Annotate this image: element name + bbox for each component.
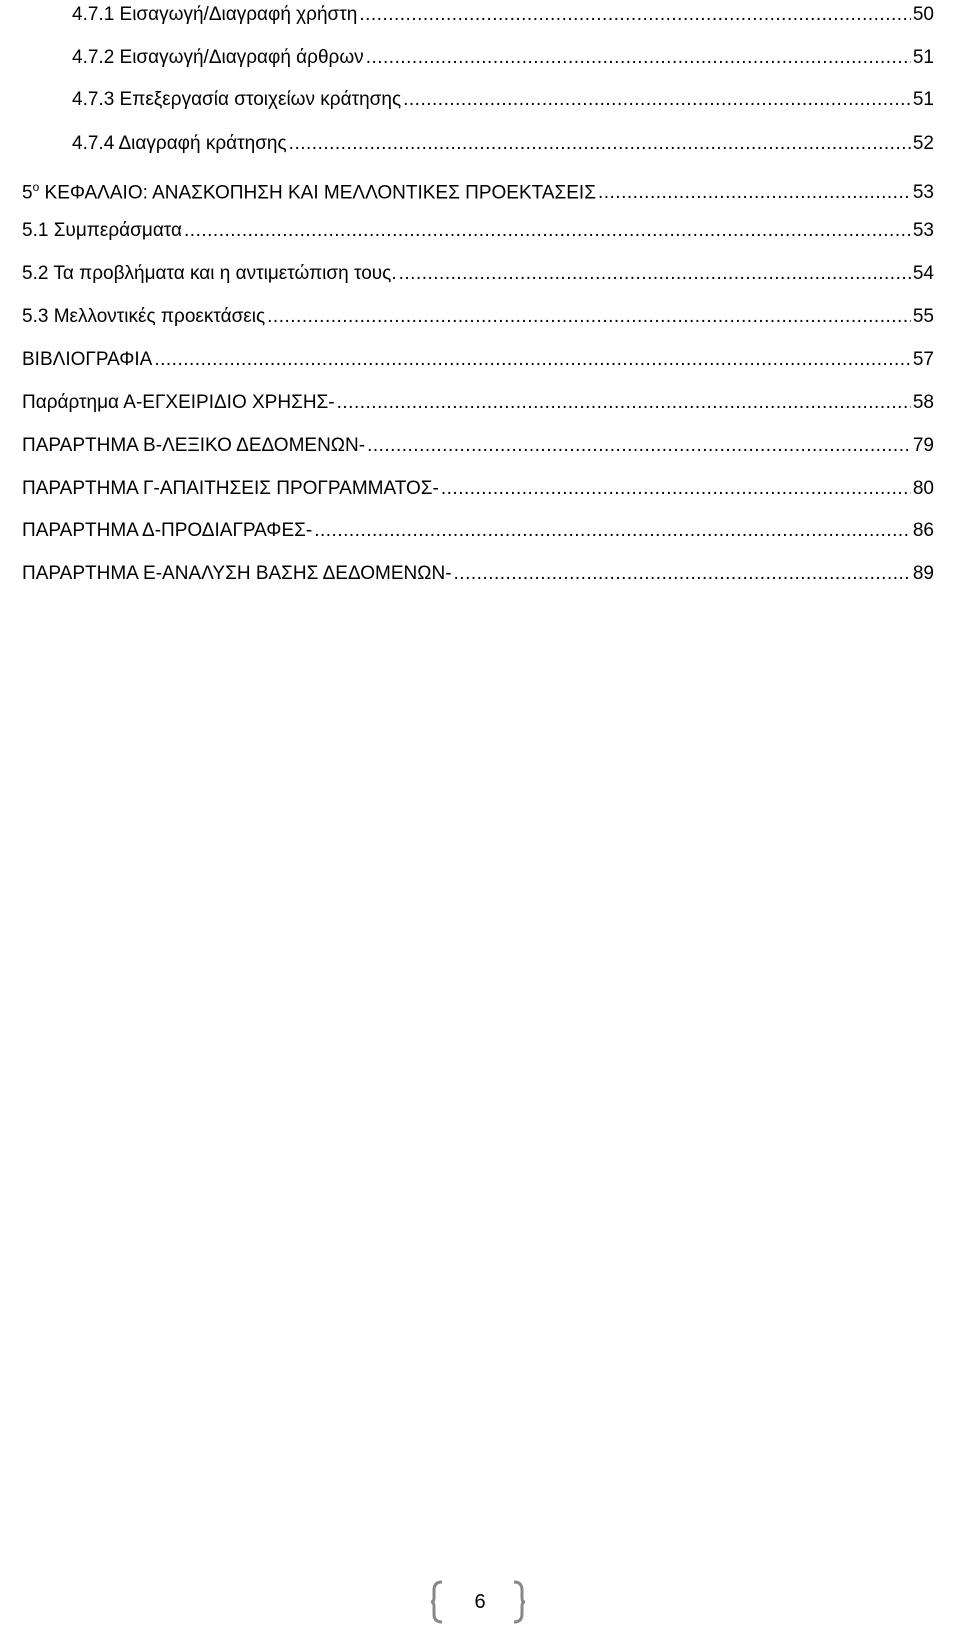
dot-leader [403,88,911,112]
toc-entry[interactable] [72,88,934,112]
page-number: 6 [474,1591,486,1613]
toc-entry-title: 5.2 Τα προβλήματα και η αντιμετώπιση τους. [22,263,397,284]
dot-leader [314,519,911,543]
dot-leader [366,46,911,70]
toc-entry-title: 4.7.4 Διαγραφή κράτησης [72,133,287,154]
toc-entry-title: 5.1 Συμπεράσματα [22,220,183,241]
toc-entry-page: 51 [912,89,934,110]
toc-entry-title: 5.3 Μελλοντικές προεκτάσεις [22,306,266,327]
chapter-title: ΚΕΦΑΛΑΙΟ: ΑΝΑΣΚΟΠΗΣΗ ΚΑΙ ΜΕΛΛΟΝΤΙΚΕΣ ΠΡΟΕΚΤΑΣΕΙΣ [39,182,596,199]
toc-entry[interactable] [22,562,934,586]
toc-entry-page: 50 [912,4,934,25]
toc-entry[interactable] [22,305,934,329]
toc-entry-page: 52 [912,133,934,154]
toc-entry-title: ΠΑΡΑΡΤΗΜΑ Δ-ΠΡΟΔΙΑΓΡΑΦΕΣ- [22,520,313,541]
toc-entry-title [22,175,596,199]
toc-entry-page: 53 [912,182,934,199]
toc-entry-title: 4.7.1 Εισαγωγή/Διαγραφή χρήστη [72,4,358,25]
toc-entry-page: 79 [912,435,934,456]
toc-entry[interactable] [22,348,934,372]
toc-entry[interactable] [22,477,934,501]
toc-entry-page: 55 [912,306,934,327]
toc-entry-page: 57 [912,349,934,370]
toc-entry-page: 53 [912,220,934,241]
dot-leader [359,3,911,27]
toc-entry[interactable] [72,132,934,156]
toc-entry-title: ΠΑΡΑΡΤΗΜΑ Β-ΛΕΞΙΚΟ ΔΕΔΟΜΕΝΩΝ- [22,435,366,456]
dot-leader [337,391,911,415]
toc-entry-page: 58 [912,392,934,413]
toc-entry-title: ΒΙΒΛΙΟΓΡΑΦΙΑ [22,349,153,370]
toc-entry-title: 4.7.2 Εισαγωγή/Διαγραφή άρθρων [72,47,364,68]
dot-leader [454,562,911,586]
toc-entry-title: 4.7.3 Επεξεργασία στοιχείων κράτησης [72,89,402,110]
toc-entry[interactable] [22,434,934,458]
ordinal-superscript: ο [32,180,40,194]
dot-leader [367,434,911,458]
dot-leader [289,132,911,156]
dot-leader [441,477,911,501]
dot-leader [154,348,911,372]
dot-leader [267,305,911,329]
page-footer [0,1580,960,1630]
toc-entry-page: 51 [912,47,934,68]
toc-entry[interactable] [22,519,934,543]
dot-leader [399,262,911,286]
toc-entry[interactable] [22,391,934,415]
toc-entry-page: 54 [912,263,934,284]
toc-entry-title: Παράρτημα Α-ΕΓΧΕΙΡΙΔΙΟ ΧΡΗΣΗΣ- [22,392,335,413]
toc-entry[interactable] [72,3,934,27]
dot-leader [184,219,911,243]
dot-leader [598,181,911,199]
toc-entry[interactable] [72,46,934,70]
toc-entry[interactable] [22,219,934,243]
left-brace-icon [430,1580,444,1624]
chapter-number: 5 [22,182,33,199]
toc-entry[interactable] [22,262,934,286]
toc-entry-title: ΠΑΡΑΡΤΗΜΑ Ε-ΑΝΑΛΥΣΗ ΒΑΣΗΣ ΔΕΔΟΜΕΝΩΝ- [22,563,452,584]
toc-entry-page: 86 [912,520,934,541]
toc-entry-title: ΠΑΡΑΡΤΗΜΑ Γ-ΑΠΑΙΤΗΣΕΙΣ ΠΡΟΓΡΑΜΜΑΤΟΣ- [22,478,439,499]
toc-entry-chapter[interactable] [22,175,934,199]
toc-entry-page: 89 [912,563,934,584]
right-brace-icon [512,1580,526,1624]
toc-entry-page: 80 [912,478,934,499]
